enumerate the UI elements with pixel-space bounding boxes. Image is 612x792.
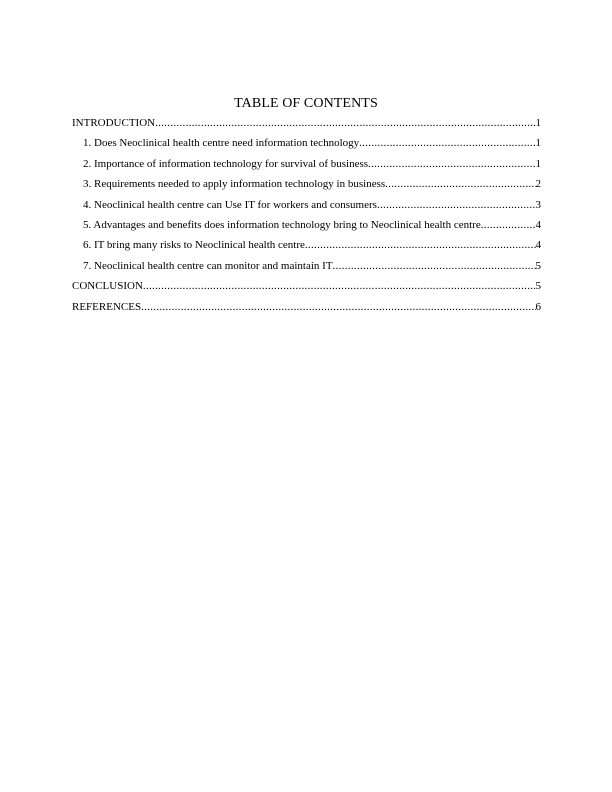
toc-entry-text: 6. IT bring many risks to Neoclinical health centre — [83, 239, 305, 252]
toc-page-number: 5 — [535, 259, 541, 272]
toc-page-number: 4 — [535, 239, 541, 252]
toc-entry-section-2[interactable] — [72, 157, 541, 177]
toc-dot-leader — [377, 198, 536, 212]
toc-entry-text: 2. Importance of information technology for survival of business — [83, 157, 369, 170]
toc-page-number: 1 — [535, 157, 541, 170]
toc-entry-text: 4. Neoclinical health centre can Use IT for workers and consumers — [83, 198, 377, 211]
toc-dot-leader — [481, 218, 536, 232]
toc-dot-leader — [155, 116, 535, 130]
toc-entry-section-4[interactable] — [72, 198, 541, 218]
toc-entry-section-5[interactable] — [72, 218, 541, 238]
toc-dot-leader — [333, 259, 536, 273]
toc-entry-conclusion[interactable] — [72, 279, 541, 299]
toc-dot-leader — [368, 157, 535, 171]
toc-page-number: 6 — [535, 300, 541, 313]
toc-entry-text: 7. Neoclinical health centre can monitor and maintain IT — [83, 259, 333, 272]
toc-entry-section-6[interactable] — [72, 238, 541, 258]
toc-entry-text: CONCLUSION — [72, 280, 143, 293]
toc-page-number: 1 — [535, 117, 541, 129]
toc-entry-section-3[interactable] — [72, 177, 541, 197]
toc-entry-references[interactable] — [72, 300, 541, 320]
toc-entry-introduction[interactable] — [72, 116, 541, 136]
toc-entry-section-7[interactable] — [72, 259, 541, 279]
toc-entry-section-1[interactable] — [72, 136, 541, 156]
toc-page-number: 3 — [535, 198, 541, 211]
toc-entry-text: 1. Does Neoclinical health centre need information technology — [83, 137, 360, 150]
toc-page-number: 4 — [535, 218, 541, 231]
toc-page-number: 5 — [535, 280, 541, 293]
toc-entry-text: 3. Requirements needed to apply information technology in business — [83, 178, 386, 191]
toc-dot-leader — [143, 279, 536, 293]
toc-page-number: 1 — [535, 137, 541, 150]
toc-dot-leader — [305, 238, 536, 252]
toc-dot-leader — [141, 300, 535, 314]
toc-entry-text: REFERENCES — [72, 300, 142, 313]
toc-dot-leader — [385, 177, 535, 191]
toc-entry-text: 5. Advantages and benefits does information technology bring to Neoclinical health centre — [83, 218, 481, 231]
toc-title: TABLE OF CONTENTS — [234, 96, 378, 111]
toc-list — [72, 116, 541, 320]
toc-entry-text: INTRODUCTION — [72, 117, 156, 129]
toc-dot-leader — [359, 136, 535, 150]
toc-page-number: 2 — [535, 178, 541, 191]
